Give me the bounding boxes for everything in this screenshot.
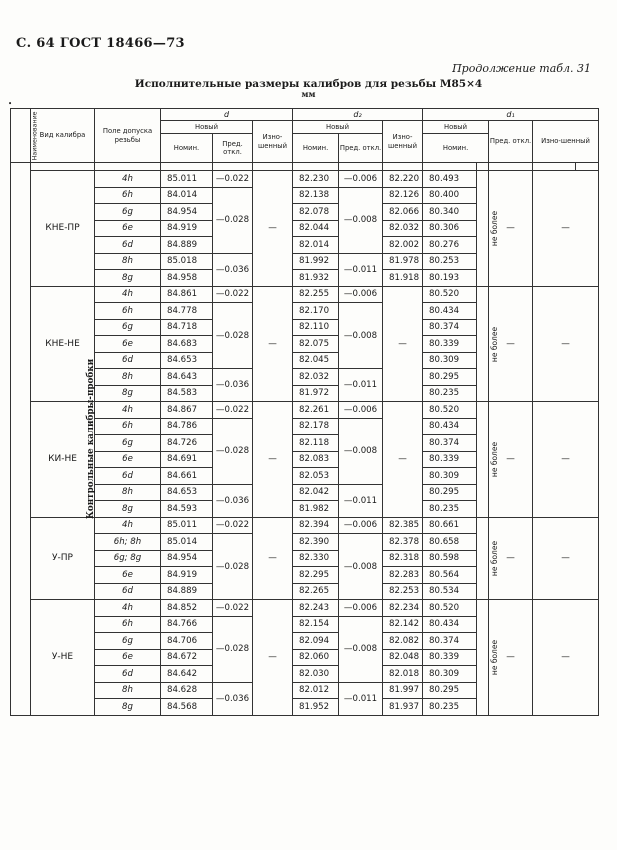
d2-worn: 82.082	[383, 633, 423, 650]
d-nominal: 84.568	[161, 699, 213, 716]
d2-worn: 82.234	[383, 600, 423, 617]
header-d-iznoshenniy: Изно-шенный	[253, 121, 293, 163]
d2-worn-dash: —	[383, 402, 423, 518]
d-deviation: —0.028	[213, 187, 253, 253]
d2-nominal: 82.261	[293, 402, 339, 419]
d-deviation: —0.022	[213, 286, 253, 303]
d1-nominal: 80.339	[423, 451, 477, 468]
header-vid-kalibra: Вид калибра	[31, 109, 95, 163]
d1-nominal: 80.340	[423, 204, 477, 221]
spacer-cell	[423, 163, 477, 171]
d-nominal: 84.954	[161, 204, 213, 221]
d1-nominal: 80.493	[423, 171, 477, 188]
d2-deviation: —0.006	[339, 286, 383, 303]
d1-nominal: 80.339	[423, 336, 477, 353]
header-d1-noviy: Новый	[423, 121, 489, 134]
header-naimenovanie: Наименование	[11, 109, 31, 163]
d-nominal: 84.593	[161, 501, 213, 518]
d-worn-dash: —	[253, 517, 293, 600]
d-nominal: 84.653	[161, 352, 213, 369]
d1-worn-dash: —	[533, 171, 599, 287]
table-top-spacer-row	[11, 163, 599, 171]
d-nominal: 84.919	[161, 567, 213, 584]
d2-nominal: 81.982	[293, 501, 339, 518]
d1-nominal: 80.658	[423, 534, 477, 551]
table-row	[11, 600, 599, 617]
d1-nominal: 80.235	[423, 385, 477, 402]
tolerance-field: 6e	[95, 567, 161, 584]
d1-nominal: 80.295	[423, 682, 477, 699]
ne-bolee-label: не более	[490, 541, 500, 577]
tolerance-field: 8h	[95, 369, 161, 386]
d2-nominal: 82.094	[293, 633, 339, 650]
d-worn-dash: —	[253, 286, 293, 402]
table-units: мм	[301, 89, 316, 99]
header-d2-pred-otkl: Пред. откл.	[339, 134, 383, 163]
d2-worn: 81.978	[383, 253, 423, 270]
d2-deviation: —0.006	[339, 600, 383, 617]
d-nominal: 85.011	[161, 171, 213, 188]
spacer-cell	[576, 163, 599, 171]
ne-bolee-cell	[477, 600, 500, 716]
tolerance-field: 4h	[95, 600, 161, 617]
d-deviation: —0.028	[213, 616, 253, 682]
d2-nominal: 82.078	[293, 204, 339, 221]
d-deviation: —0.036	[213, 484, 253, 517]
tolerance-field: 6g	[95, 204, 161, 221]
d1-worn-dash: —	[533, 517, 599, 600]
spacer-cell	[489, 163, 533, 171]
d2-nominal: 82.030	[293, 666, 339, 683]
d2-nominal: 82.060	[293, 649, 339, 666]
d1-worn-dash: —	[533, 402, 599, 518]
d2-deviation: —0.006	[339, 402, 383, 419]
d2-worn: 82.142	[383, 616, 423, 633]
gauge-dimensions-table	[10, 108, 599, 716]
d1-nominal: 80.534	[423, 583, 477, 600]
d-worn-dash: —	[253, 402, 293, 518]
d2-nominal: 82.178	[293, 418, 339, 435]
d2-worn: 82.032	[383, 220, 423, 237]
d2-deviation: —0.011	[339, 682, 383, 715]
d2-deviation: —0.008	[339, 303, 383, 369]
d1-nominal: 80.400	[423, 187, 477, 204]
tolerance-field: 8g	[95, 699, 161, 716]
d1-nominal: 80.235	[423, 699, 477, 716]
tolerance-field: 8g	[95, 501, 161, 518]
d-nominal: 84.691	[161, 451, 213, 468]
ne-bolee-label: не более	[490, 442, 500, 478]
d-deviation: —0.028	[213, 418, 253, 484]
d1-nominal: 80.520	[423, 402, 477, 419]
tolerance-field: 6e	[95, 220, 161, 237]
d-nominal: 85.014	[161, 534, 213, 551]
d2-nominal: 82.042	[293, 484, 339, 501]
d2-nominal: 82.230	[293, 171, 339, 188]
d2-worn: 82.283	[383, 567, 423, 584]
d1-nominal: 80.598	[423, 550, 477, 567]
tolerance-field: 8h	[95, 682, 161, 699]
spacer-cell	[477, 163, 489, 171]
d2-deviation: —0.006	[339, 171, 383, 188]
d1-nominal: 80.295	[423, 369, 477, 386]
spacer-cell	[383, 163, 423, 171]
tolerance-field: 8h	[95, 253, 161, 270]
d1-nominal: 80.309	[423, 468, 477, 485]
d1-nominal: 80.339	[423, 649, 477, 666]
d-nominal: 84.706	[161, 633, 213, 650]
header-d1: d₁	[423, 109, 599, 121]
d1-worn-dash: —	[533, 600, 599, 716]
tolerance-field: 4h	[95, 517, 161, 534]
ne-bolee-cell	[477, 517, 500, 600]
ne-bolee-label: не более	[490, 640, 500, 676]
tolerance-field: 4h	[95, 286, 161, 303]
tolerance-field: 8g	[95, 385, 161, 402]
kind-label: Контрольные калибры-пробки	[86, 359, 97, 520]
d2-nominal: 82.243	[293, 600, 339, 617]
d2-nominal: 82.012	[293, 682, 339, 699]
tolerance-field: 4h	[95, 171, 161, 188]
tolerance-field: 6d	[95, 468, 161, 485]
d2-nominal: 82.394	[293, 517, 339, 534]
d2-deviation: —0.011	[339, 253, 383, 286]
d2-nominal: 82.075	[293, 336, 339, 353]
table-caption: Исполнительные размеры калибров для резьбы М85×4	[134, 78, 483, 90]
d2-nominal: 82.110	[293, 319, 339, 336]
tolerance-field: 6h	[95, 303, 161, 320]
d2-nominal: 82.053	[293, 468, 339, 485]
d-nominal: 84.726	[161, 435, 213, 452]
header-d-nomin: Номин.	[161, 134, 213, 163]
d-nominal: 84.867	[161, 402, 213, 419]
d-nominal: 84.014	[161, 187, 213, 204]
spacer-cell	[293, 163, 339, 171]
d2-worn: 81.937	[383, 699, 423, 716]
d2-nominal: 82.045	[293, 352, 339, 369]
d1-deviation-dash: —	[489, 171, 533, 287]
tolerance-field: 6d	[95, 583, 161, 600]
tolerance-field: 6e	[95, 649, 161, 666]
tolerance-field: 6h	[95, 616, 161, 633]
d1-nominal: 80.309	[423, 352, 477, 369]
tolerance-field: 6d	[95, 352, 161, 369]
d2-worn: 82.048	[383, 649, 423, 666]
table-row	[11, 517, 599, 534]
d2-nominal: 82.170	[293, 303, 339, 320]
d-nominal: 84.642	[161, 666, 213, 683]
d2-nominal: 82.295	[293, 567, 339, 584]
d-deviation: —0.022	[213, 171, 253, 188]
header-d2: d₂	[293, 109, 423, 121]
tolerance-field: 6d	[95, 666, 161, 683]
d-deviation: —0.036	[213, 369, 253, 402]
margin-marker: •	[8, 100, 13, 108]
d1-deviation-dash: —	[489, 600, 533, 716]
table-body	[11, 163, 599, 716]
ne-bolee-label: не более	[490, 211, 500, 247]
spacer-cell	[213, 163, 253, 171]
d1-nominal: 80.253	[423, 253, 477, 270]
d-deviation: —0.028	[213, 534, 253, 600]
d-nominal: 84.643	[161, 369, 213, 386]
ne-bolee-cell	[477, 286, 500, 402]
d2-worn: 82.002	[383, 237, 423, 254]
tolerance-field: 6g; 8g	[95, 550, 161, 567]
d-nominal: 84.718	[161, 319, 213, 336]
tolerance-field: 6h; 8h	[95, 534, 161, 551]
spacer-cell	[161, 163, 213, 171]
d-deviation: —0.036	[213, 253, 253, 286]
d-deviation: —0.028	[213, 303, 253, 369]
d1-deviation-dash: —	[489, 517, 533, 600]
d2-worn-dash: —	[383, 286, 423, 402]
ne-bolee-cell	[477, 402, 500, 518]
d-nominal: 84.861	[161, 286, 213, 303]
d-nominal: 85.011	[161, 517, 213, 534]
table-continuation-label: Продолжение табл. 31	[452, 62, 591, 75]
d-nominal: 84.786	[161, 418, 213, 435]
d2-nominal: 82.083	[293, 451, 339, 468]
gauge-name: У-ПР	[31, 517, 95, 600]
d1-nominal: 80.306	[423, 220, 477, 237]
d-deviation: —0.022	[213, 517, 253, 534]
header-d-pred-otkl: Пред. откл.	[213, 134, 253, 163]
header-d1-nomin: Номин.	[423, 134, 489, 163]
d2-worn: 82.378	[383, 534, 423, 551]
d2-deviation: —0.008	[339, 187, 383, 253]
d2-worn: 82.126	[383, 187, 423, 204]
table-row	[11, 286, 599, 303]
d1-nominal: 80.374	[423, 435, 477, 452]
header-d1-iznoshenniy: Изно-шенный	[533, 121, 599, 163]
d2-deviation: —0.011	[339, 484, 383, 517]
page-header-left: С. 64 ГОСТ 18466—73	[16, 36, 185, 51]
d2-worn: 81.918	[383, 270, 423, 287]
d2-nominal: 82.138	[293, 187, 339, 204]
d2-nominal: 82.154	[293, 616, 339, 633]
d2-nominal: 82.014	[293, 237, 339, 254]
d-nominal: 84.958	[161, 270, 213, 287]
d-nominal: 84.889	[161, 583, 213, 600]
d-nominal: 84.661	[161, 468, 213, 485]
d-nominal: 84.628	[161, 682, 213, 699]
d1-nominal: 80.520	[423, 286, 477, 303]
d2-nominal: 81.932	[293, 270, 339, 287]
d-deviation: —0.022	[213, 402, 253, 419]
d1-nominal: 80.564	[423, 567, 477, 584]
d1-deviation-dash: —	[489, 286, 533, 402]
tolerance-field: 6g	[95, 319, 161, 336]
d-nominal: 84.766	[161, 616, 213, 633]
table-row	[11, 171, 599, 188]
d1-nominal: 80.374	[423, 319, 477, 336]
d2-worn: 81.997	[383, 682, 423, 699]
d2-deviation: —0.006	[339, 517, 383, 534]
header-d2-noviy: Новый	[293, 121, 383, 134]
tolerance-field: 6h	[95, 418, 161, 435]
spacer-cell	[31, 163, 95, 171]
d2-nominal: 82.044	[293, 220, 339, 237]
tolerance-field: 8g	[95, 270, 161, 287]
d1-nominal: 80.309	[423, 666, 477, 683]
d2-deviation: —0.008	[339, 418, 383, 484]
d1-nominal: 80.661	[423, 517, 477, 534]
tolerance-field: 6e	[95, 451, 161, 468]
spacer-cell	[253, 163, 293, 171]
d-nominal: 84.919	[161, 220, 213, 237]
d2-deviation: —0.008	[339, 534, 383, 600]
d2-nominal: 81.992	[293, 253, 339, 270]
spacer-cell	[95, 163, 161, 171]
d-deviation: —0.036	[213, 682, 253, 715]
gauge-name: КНЕ-ПР	[31, 171, 95, 287]
d1-nominal: 80.276	[423, 237, 477, 254]
header-pole-dopuska: Поле допуска резьбы	[95, 109, 161, 163]
d-worn-dash: —	[253, 171, 293, 287]
d2-worn: 82.253	[383, 583, 423, 600]
d1-nominal: 80.520	[423, 600, 477, 617]
d2-worn: 82.018	[383, 666, 423, 683]
header-d: d	[161, 109, 293, 121]
tolerance-field: 8h	[95, 484, 161, 501]
d2-worn: 82.318	[383, 550, 423, 567]
gauge-name: КИ-НЕ	[31, 402, 95, 518]
tolerance-field: 6g	[95, 435, 161, 452]
header-d2-nomin: Номин.	[293, 134, 339, 163]
d-nominal: 84.852	[161, 600, 213, 617]
spacer-cell	[339, 163, 383, 171]
tolerance-field: 6e	[95, 336, 161, 353]
d1-nominal: 80.374	[423, 633, 477, 650]
d2-nominal: 82.390	[293, 534, 339, 551]
d-nominal: 84.778	[161, 303, 213, 320]
d-nominal: 84.653	[161, 484, 213, 501]
tolerance-field: 6h	[95, 187, 161, 204]
d2-nominal: 81.952	[293, 699, 339, 716]
ne-bolee-cell	[477, 171, 500, 287]
d-deviation: —0.022	[213, 600, 253, 617]
d2-worn: 82.220	[383, 171, 423, 188]
header-d2-iznoshenniy: Изно-шенный	[383, 121, 423, 163]
d-worn-dash: —	[253, 600, 293, 716]
d1-nominal: 80.295	[423, 484, 477, 501]
gauge-name: КНЕ-НЕ	[31, 286, 95, 402]
d1-nominal: 80.193	[423, 270, 477, 287]
d2-nominal: 81.972	[293, 385, 339, 402]
d1-nominal: 80.235	[423, 501, 477, 518]
d2-deviation: —0.011	[339, 369, 383, 402]
d1-nominal: 80.434	[423, 303, 477, 320]
d2-nominal: 82.255	[293, 286, 339, 303]
tolerance-field: 6d	[95, 237, 161, 254]
tolerance-field: 4h	[95, 402, 161, 419]
d2-nominal: 82.265	[293, 583, 339, 600]
header-d-noviy: Новый	[161, 121, 253, 134]
d1-nominal: 80.434	[423, 418, 477, 435]
gauge-name: У-НЕ	[31, 600, 95, 716]
d-nominal: 85.018	[161, 253, 213, 270]
d-nominal: 84.889	[161, 237, 213, 254]
d1-deviation-dash: —	[489, 402, 533, 518]
d2-nominal: 82.118	[293, 435, 339, 452]
d-nominal: 84.683	[161, 336, 213, 353]
ne-bolee-label: не более	[490, 326, 500, 362]
d-nominal: 84.954	[161, 550, 213, 567]
table-row	[11, 402, 599, 419]
d-nominal: 84.583	[161, 385, 213, 402]
d1-nominal: 80.434	[423, 616, 477, 633]
d-nominal: 84.672	[161, 649, 213, 666]
spacer-cell	[533, 163, 576, 171]
d2-nominal: 82.032	[293, 369, 339, 386]
d1-worn-dash: —	[533, 286, 599, 402]
d2-deviation: —0.008	[339, 616, 383, 682]
tolerance-field: 6g	[95, 633, 161, 650]
d2-nominal: 82.330	[293, 550, 339, 567]
d2-worn: 82.385	[383, 517, 423, 534]
d2-worn: 82.066	[383, 204, 423, 221]
header-d1-pred-otkl: Пред. откл.	[489, 121, 533, 163]
